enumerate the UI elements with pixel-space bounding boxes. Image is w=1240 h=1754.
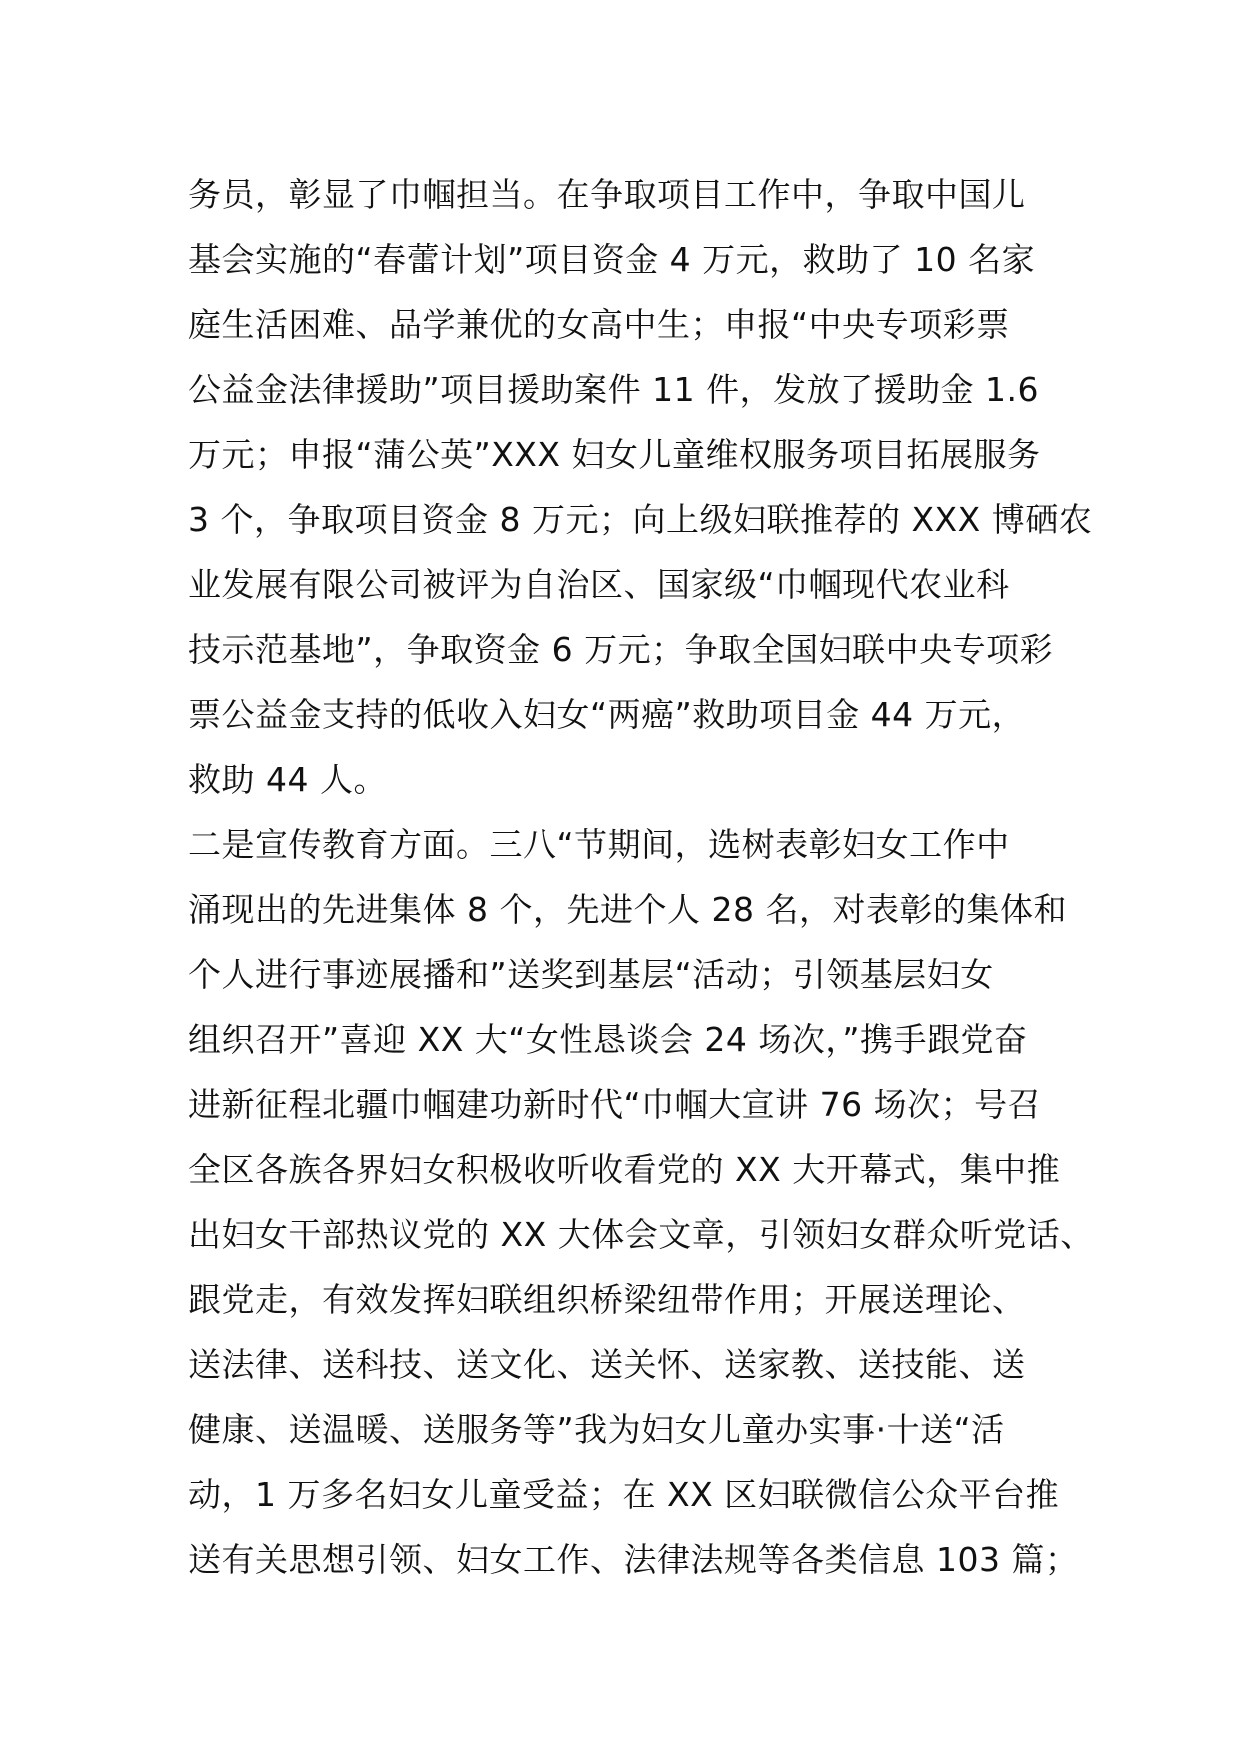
text-line: 进新征程北疆巾帼建功新时代“巾帼大宣讲 76 场次；号召	[188, 1085, 1042, 1124]
text-line: 送有关思想引领、妇女工作、法律法规等各类信息 103 篇；	[188, 1540, 1079, 1579]
text-line: 组织召开”喜迎 XX 大“女性恳谈会 24 场次，”携手跟党奋	[188, 1020, 1028, 1059]
text-line: 全区各族各界妇女积极收听收看党的 XX 大开幕式，集中推	[188, 1150, 1061, 1189]
text-line: 个人进行事迹展播和”送奖到基层“活动；引领基层妇女	[188, 955, 994, 994]
text-line: 救助 44 人。	[188, 760, 387, 799]
text-line: 3 个，争取项目资金 8 万元；向上级妇联推荐的 XXX 博硒农	[188, 500, 1093, 539]
text-line: 务员，彰显了巾帼担当。在争取项目工作中，争取中国儿	[188, 175, 1026, 214]
text-line: 基会实施的“春蕾计划”项目资金 4 万元，救助了 10 名家	[188, 240, 1036, 279]
text-line: 涌现出的先进集体 8 个，先进个人 28 名，对表彰的集体和	[188, 890, 1067, 929]
text-line: 出妇女干部热议党的 XX 大体会文章，引领妇女群众听党话、	[188, 1215, 1094, 1254]
text-line: 万元；申报“蒲公英”XXX 妇女儿童维权服务项目拓展服务	[188, 435, 1041, 474]
body-text	[188, 162, 1094, 1592]
text-line: 票公益金支持的低收入妇女“两癌”救助项目金 44 万元，	[188, 695, 1026, 734]
text-line: 庭生活困难、品学兼优的女高中生；申报“中央专项彩票	[188, 305, 1010, 344]
text-line: 动，1 万多名妇女儿童受益；在 XX 区妇联微信公众平台推	[188, 1475, 1060, 1514]
text-line: 送法律、送科技、送文化、送关怀、送家教、送技能、送	[188, 1345, 1026, 1384]
text-line: 技示范基地”，争取资金 6 万元；争取全国妇联中央专项彩	[188, 630, 1054, 669]
text-line: 跟党走，有效发挥妇联组织桥梁纽带作用；开展送理论、	[188, 1280, 1026, 1319]
text-line: 二是宣传教育方面。三八“节期间，选树表彰妇女工作中	[188, 825, 1010, 864]
text-line: 健康、送温暖、送服务等”我为妇女儿童办实事·十送“活	[188, 1410, 1005, 1449]
text-line: 公益金法律援助”项目援助案件 11 件，发放了援助金 1.6	[188, 370, 1040, 409]
text-line: 业发展有限公司被评为自治区、国家级“巾帼现代农业科	[188, 565, 1010, 604]
